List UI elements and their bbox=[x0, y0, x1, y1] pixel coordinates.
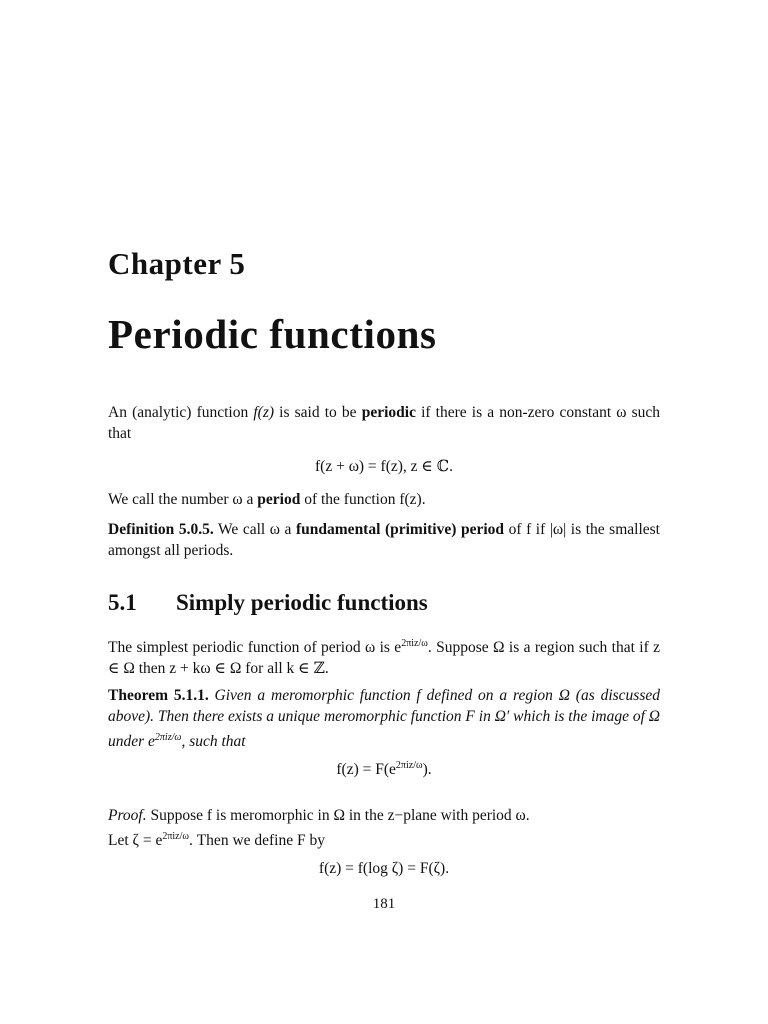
periodicity-equation: f(z + ω) = f(z), z ∈ ℂ. bbox=[315, 458, 453, 475]
section-exponent: 2πiz/ω bbox=[401, 638, 428, 649]
definition-block bbox=[108, 519, 660, 561]
intro-fz: f(z) bbox=[253, 404, 275, 421]
period-text-post: of the function f(z). bbox=[300, 491, 426, 508]
period-sentence bbox=[108, 489, 660, 510]
section-heading bbox=[108, 590, 428, 616]
period-text: We call the number ω a bbox=[108, 491, 258, 508]
page bbox=[108, 0, 660, 1024]
proof-equation: f(z) = f(log ζ) = F(ζ). bbox=[318, 860, 450, 877]
section-title: Simply periodic functions bbox=[176, 590, 428, 615]
section-paragraph bbox=[108, 633, 660, 679]
proof-line2: Let ζ = e bbox=[108, 832, 163, 850]
section-number: 5.1 bbox=[108, 590, 137, 615]
intro-text-mid: is said to be bbox=[274, 404, 362, 421]
intro-text: An (analytic) function bbox=[108, 404, 254, 421]
theorem-eq-text-post: ). bbox=[422, 761, 432, 779]
section-text-post: . Suppose Ω is a region such that if z ∈ Ω then z + kω ∈ Ω for all k ∈ ℤ. bbox=[108, 639, 660, 678]
period-term: period bbox=[257, 491, 301, 508]
intro-paragraph bbox=[108, 402, 660, 444]
chapter-title: Periodic functions bbox=[108, 311, 437, 357]
proof-line1: Suppose f is meromorphic in Ω in the z−plane with period ω. bbox=[146, 807, 530, 824]
page-number: 181 bbox=[372, 896, 396, 912]
theorem-block bbox=[108, 685, 660, 752]
definition-term: fundamental (primitive) period bbox=[296, 521, 505, 538]
intro-text-post: if there is a non-zero constant ω such that bbox=[108, 404, 661, 442]
section-text: The simplest periodic function of period ω is e bbox=[108, 639, 402, 657]
theorem-body: Given a meromorphic function f defined on a region Ω (as discussed above). Then there exists a unique meromorphic function F in Ω′ which is the image of Ω under e bbox=[108, 687, 660, 751]
chapter-label: Chapter 5 bbox=[108, 246, 246, 281]
theorem-eq-text: f(z) = F(e bbox=[336, 761, 396, 779]
proof-exponent: 2πiz/ω bbox=[162, 831, 189, 842]
theorem-equation bbox=[108, 760, 660, 779]
theorem-exponent: 2πiz/ω bbox=[154, 732, 182, 743]
theorem-eq-exponent: 2πiz/ω bbox=[395, 760, 423, 771]
theorem-body-post: , such that bbox=[181, 733, 246, 751]
proof-line2-post: . Then we define F by bbox=[188, 832, 325, 850]
proof-block bbox=[108, 805, 660, 851]
theorem-label: Theorem 5.1.1. bbox=[108, 687, 209, 704]
definition-text-post: of f if |ω| is the smallest amongst all periods. bbox=[108, 521, 660, 559]
proof-label: Proof. bbox=[108, 807, 147, 824]
periodic-term: periodic bbox=[361, 404, 416, 421]
definition-label: Definition 5.0.5. bbox=[108, 521, 214, 538]
definition-text: We call ω a bbox=[213, 521, 296, 538]
